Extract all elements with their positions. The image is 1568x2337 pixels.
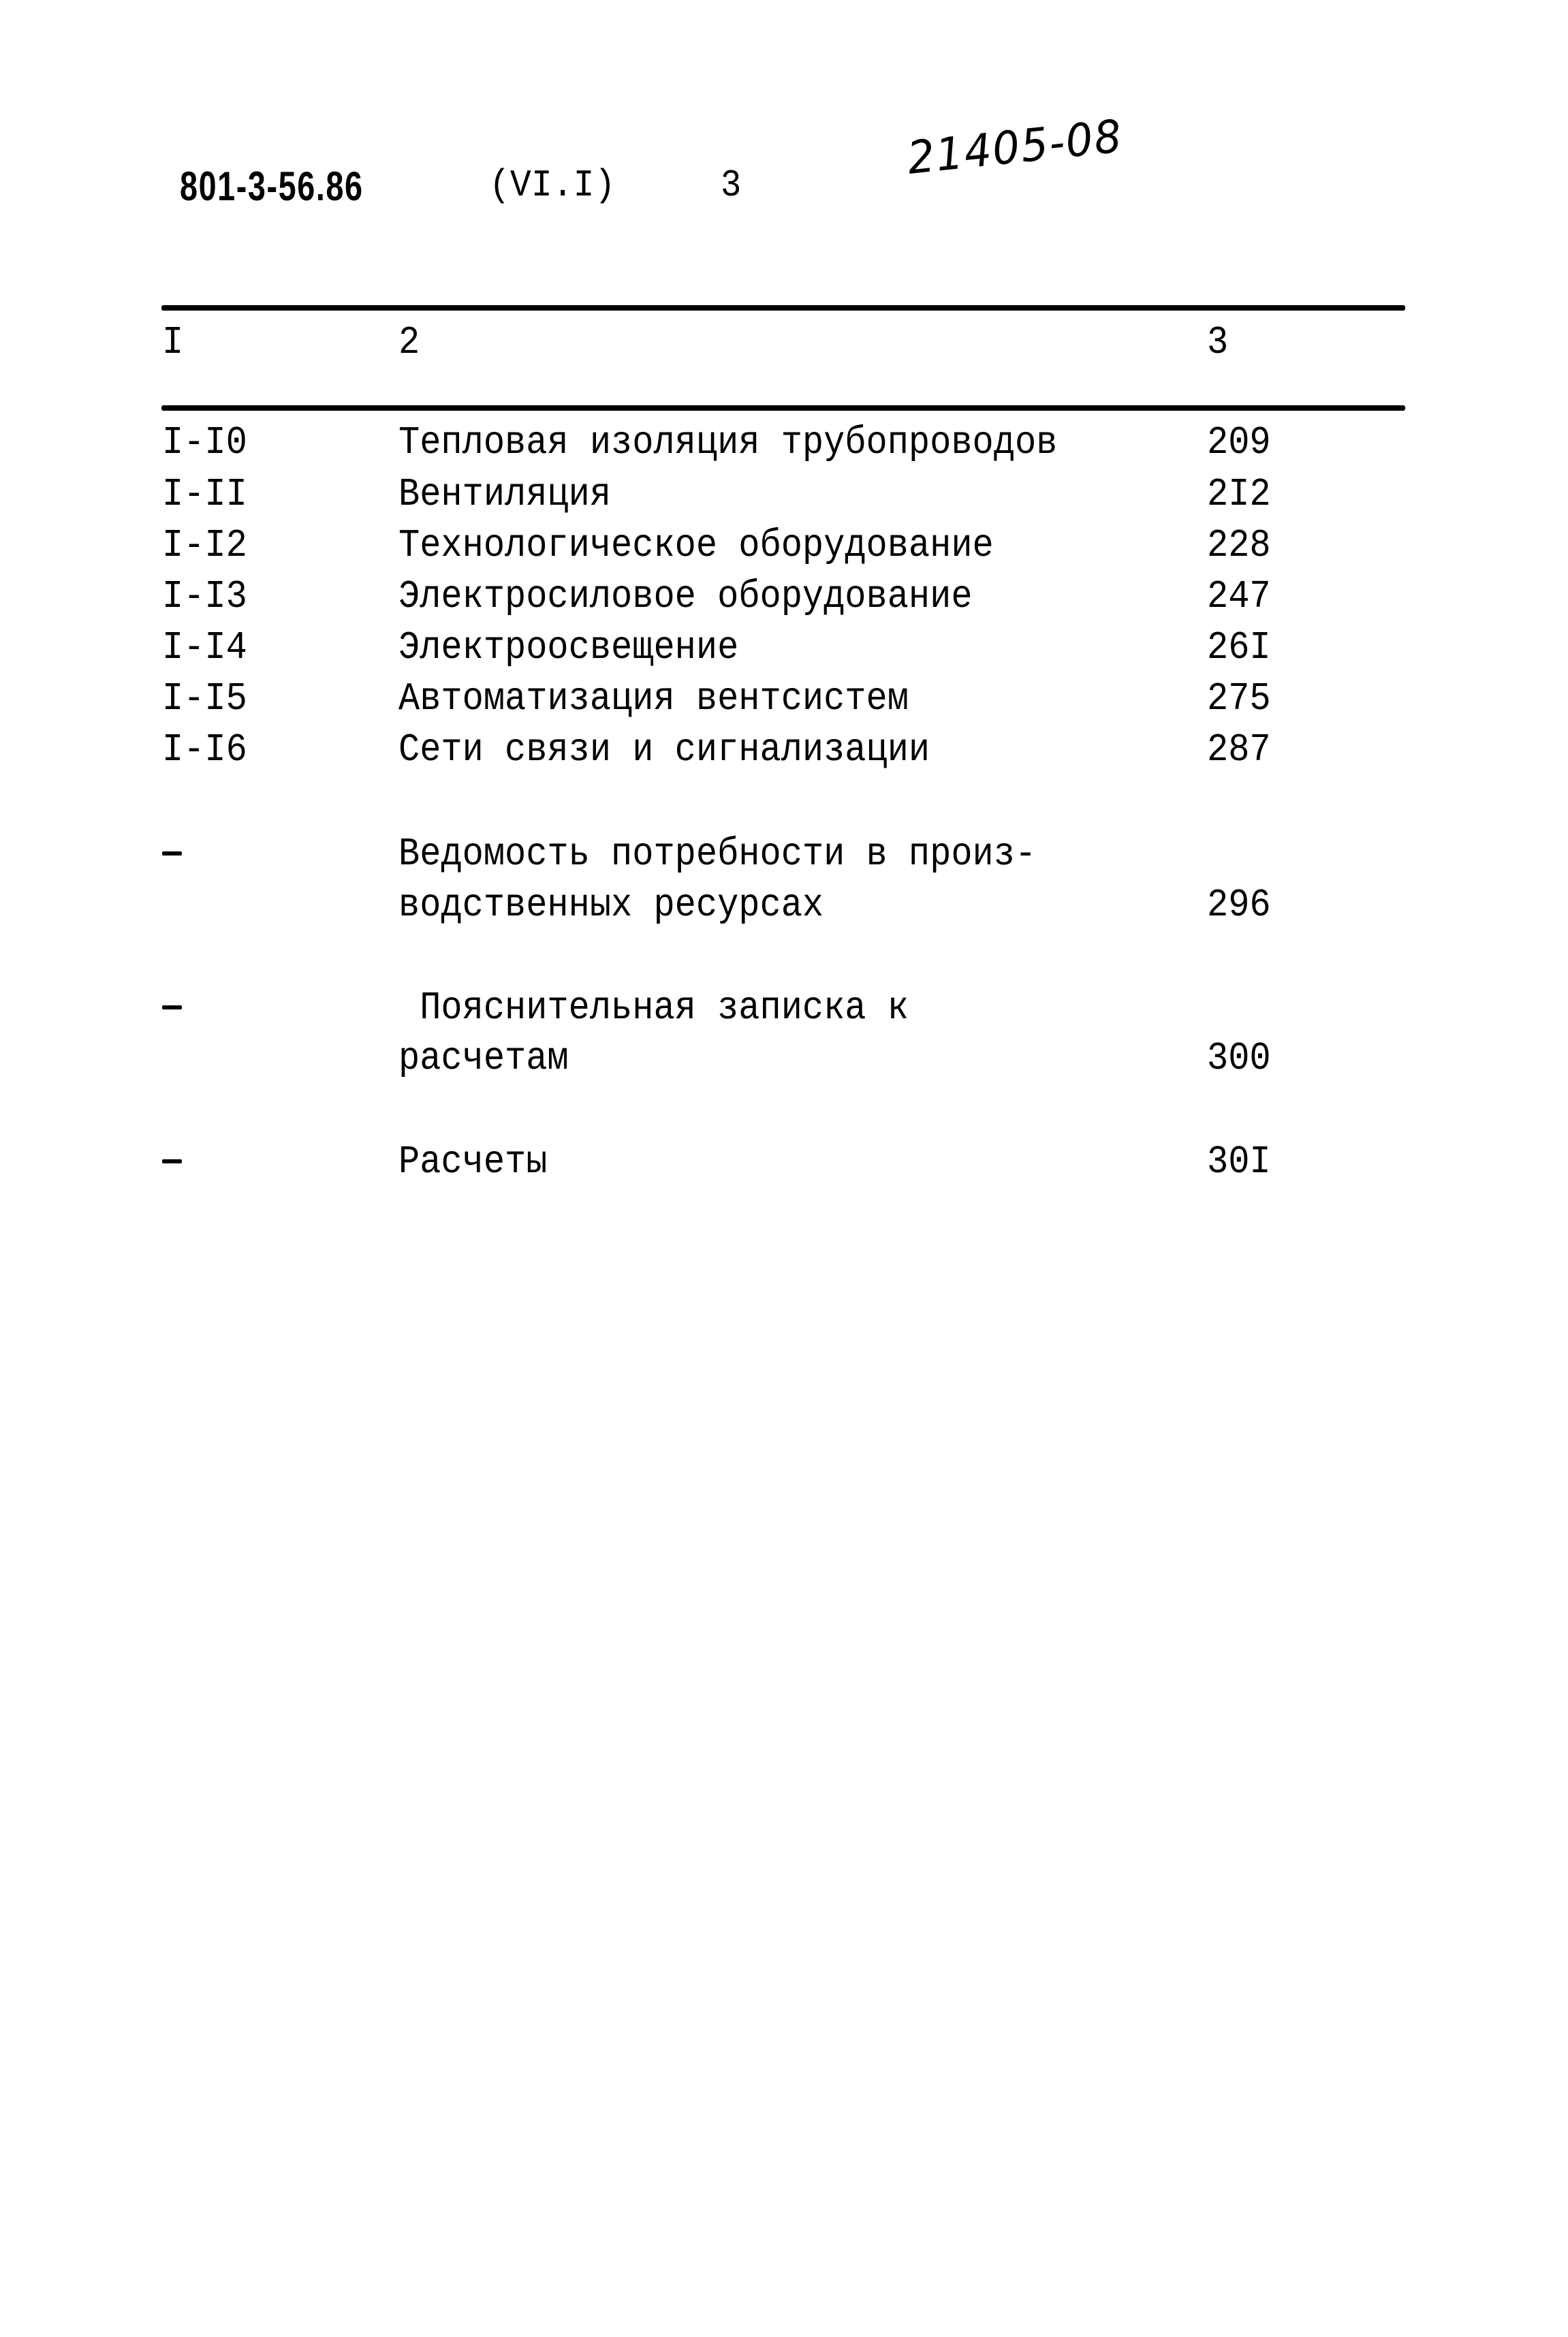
row-page: 287 [1207,727,1271,772]
row-code: I-II [162,472,247,517]
row-title: Тепловая изоляция трубопроводов [398,420,1058,465]
row-title-line-1: Пояснительная записка к [398,986,909,1031]
row-page: 275 [1207,676,1271,721]
volume-label: (VI.I) [489,163,616,207]
document-code: 801-3-56.86 [180,163,364,209]
row-code: I-I6 [162,727,247,772]
row-code: I-I0 [162,420,247,465]
row-page: 209 [1207,420,1271,465]
page-number: 3 [721,163,742,207]
row-title: Автоматизация вентсистем [398,676,909,721]
row-page: 2I2 [1207,472,1271,517]
row-page: 26I [1207,625,1271,670]
row-code: I-I4 [162,625,247,670]
dash-marker [162,1159,182,1163]
dash-marker [162,1005,182,1009]
row-page: 296 [1207,883,1271,928]
row-title: Электроосвещение [398,625,739,670]
row-code: I-I3 [162,574,247,619]
row-title-line-2: расчетам [398,1036,569,1081]
row-page: 247 [1207,574,1271,619]
row-title: Электросиловое оборудование [398,574,973,619]
row-title: Вентиляция [398,472,612,517]
row-title: Сети связи и сигнализации [398,727,930,772]
row-page: 228 [1207,523,1271,568]
row-code: I-I2 [162,523,247,568]
table-top-rule [161,305,1405,311]
row-title-line-1: Ведомость потребности в произ- [398,832,1037,877]
table-header-rule [161,405,1405,411]
row-page: 300 [1207,1036,1271,1081]
column-header-1: I [162,320,184,365]
column-header-2: 2 [398,320,420,365]
row-title-line-2: водственных ресурсах [398,883,824,928]
handwritten-inventory-number: 21405-08 [905,110,1125,185]
row-code: I-I5 [162,676,247,721]
column-header-3: 3 [1207,320,1229,365]
dash-marker [162,851,182,856]
row-title: Технологическое оборудование [398,523,994,568]
row-page: 30I [1207,1140,1271,1185]
row-title: Расчеты [398,1140,548,1185]
